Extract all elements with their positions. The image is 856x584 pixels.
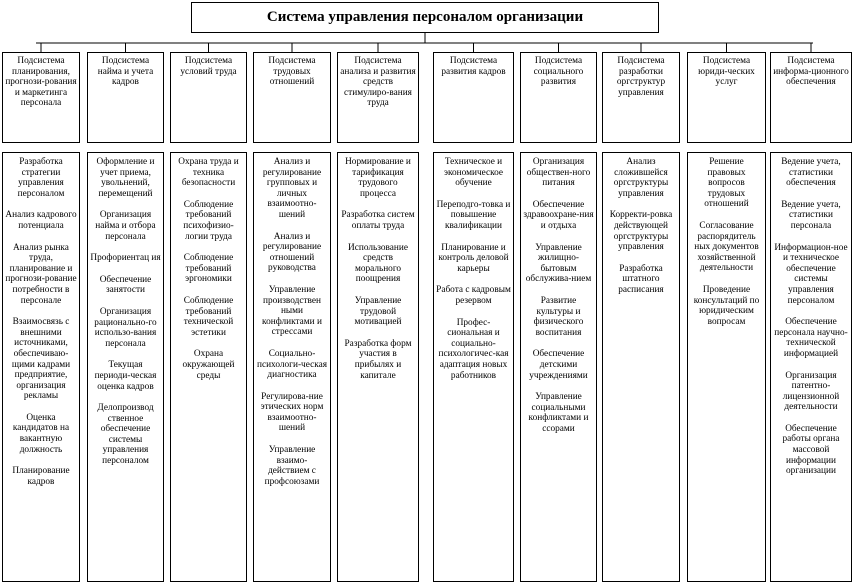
subsystem-functions-box — [520, 152, 597, 582]
subsystem-functions-box — [337, 152, 419, 582]
subsystem-columns — [2, 52, 854, 584]
function-item: Социально-психологи-ческая диагностика — [256, 348, 327, 381]
function-item: Обеспечение работы органа массовой информации организации — [782, 423, 840, 477]
subsystem-column — [520, 52, 597, 584]
function-item: Охрана окружающей среды — [182, 349, 235, 381]
function-item: Анализ рынка труда, планирование и прогнози-рование потребности в персонале — [5, 242, 77, 306]
function-item: Обеспечение занятости — [99, 274, 152, 296]
function-item: Информацион-ное и техническое обеспечение системы управления персоналом — [774, 242, 848, 306]
function-item: Обеспечение здравоохране-ния и отдыха — [523, 199, 594, 231]
function-item: Планирование кадров — [12, 466, 70, 487]
function-item: Соблюдение требований технической эстетики — [183, 295, 234, 338]
function-item: Корректи-ровка действующей оргструктуры управления — [609, 210, 673, 253]
function-item: Обеспечение персонала научно-технической информацией — [774, 317, 848, 359]
function-item: Профориентац ия — [90, 253, 161, 264]
function-item: Оформление и учет приема, увольнений, перемещений — [96, 157, 155, 199]
function-item: Обеспечение детскими учреждениями — [529, 349, 588, 381]
function-item: Анализ сложившейся оргструктуры управления — [613, 157, 669, 199]
subsystem-column — [433, 52, 514, 584]
subsystem-column — [87, 52, 164, 584]
function-item: Ведение учета, статистики персонала — [781, 199, 841, 231]
subsystem-header: Подсистема развития кадров — [433, 52, 514, 143]
subsystem-column — [170, 52, 247, 584]
subsystem-functions-box — [433, 152, 514, 582]
function-item: Разработка стратегии управления персоналом — [17, 157, 65, 199]
function-item: Нормирование и тарификация трудового процесса — [345, 157, 411, 199]
function-item: Организация рационально-го использо-вания персонала — [94, 306, 157, 349]
function-item: Организация найма и отбора персонала — [95, 210, 156, 242]
function-item: Организация патентно-лицензионной деятельности — [782, 370, 840, 413]
function-item: Регулирова-ние этических норм взаимоотно-шений — [260, 391, 324, 434]
function-item: Развитие культуры и физического воспитания — [533, 295, 584, 338]
subsystem-column — [687, 52, 766, 584]
subsystem-functions-box — [87, 152, 164, 582]
subsystem-header: Подсистема разработки оргструктур управления — [602, 52, 680, 143]
subsystem-column — [770, 52, 852, 584]
function-item: Оценка кандидатов на вакантную должность — [12, 412, 70, 455]
subsystem-header: Подсистема условий труда — [170, 52, 247, 143]
function-item: Управление социальными конфликтами и ссорами — [528, 392, 589, 434]
function-item: Управление жилищно-бытовым обслужива-нием — [525, 242, 592, 285]
function-item: Управление производствен ными конфликтами и стрессами — [262, 284, 322, 338]
subsystem-header: Подсистема юриди-ческих услуг — [687, 52, 766, 143]
function-item: Управление трудовой мотивацией — [354, 295, 402, 328]
function-item: Анализ и регулирование отношений руководства — [262, 231, 322, 274]
subsystem-functions-box — [602, 152, 680, 582]
function-item: Соблюдение требований эргономики — [183, 253, 234, 285]
function-item: Соблюдение требований психофизио-логии труда — [183, 199, 234, 242]
function-item: Планирование и контроль деловой карьеры — [438, 242, 509, 274]
function-item: Взаимосвязь с внешними источниками, обеспечиваю-щими кадрами предприятие, организация рекламы — [11, 317, 71, 402]
subsystem-header: Подсистема найма и учета кадров — [87, 52, 164, 143]
function-item: Текущая периоди-ческая оценка кадров — [94, 360, 157, 392]
diagram-title — [191, 2, 659, 33]
subsystem-header: Подсистема информа-ционного обеспечения — [770, 52, 852, 143]
subsystem-column — [2, 52, 80, 584]
subsystem-header: Подсистема социального развития — [520, 52, 597, 143]
function-item: Ведение учета, статистики обеспечения — [781, 157, 841, 189]
function-item: Работа с кадровым резервом — [436, 285, 511, 306]
function-item: Управление взаимо-действием с профсоюзами — [264, 445, 320, 487]
subsystem-functions-box — [170, 152, 247, 582]
function-item: Профес-сиональная и социально-психологичес-кая адаптация новых работников — [438, 317, 509, 381]
function-item: Анализ и регулирование групповых и личных взаимоотно-шений — [262, 157, 322, 220]
function-item: Делопроизвод ственное обеспечение системы управления персоналом — [97, 403, 154, 467]
subsystem-column — [337, 52, 419, 584]
function-item: Разработка форм участия в прибылях и капитале — [344, 338, 412, 381]
function-item: Техническое и экономическое обучение — [443, 157, 504, 189]
subsystem-functions-box — [687, 152, 766, 582]
diagram-title-text: Система управления персоналом организации — [266, 9, 584, 25]
function-item: Проведение консультаций по юридическим вопросам — [693, 284, 760, 327]
subsystem-functions-box — [2, 152, 80, 582]
function-item: Согласование распорядитель ных документов хозяйственной деятельности — [694, 220, 759, 274]
function-item: Разработка штатного расписания — [618, 263, 664, 295]
subsystem-header: Подсистема планирования, прогнози-рования и маркетинга персонала — [2, 52, 80, 143]
function-item: Переподго-товка и повышение квалификации — [436, 199, 511, 231]
function-item: Решение правовых вопросов трудовых отношений — [704, 157, 749, 210]
function-item: Анализ кадрового потенциала — [5, 210, 77, 231]
function-item: Использование средств морального поощрения — [348, 242, 408, 285]
subsystem-functions-box — [770, 152, 852, 582]
subsystem-header: Подсистема анализа и развития средств стимулиро-вания труда — [337, 52, 419, 143]
subsystem-header: Подсистема трудовых отношений — [253, 52, 331, 143]
subsystem-column — [602, 52, 680, 584]
function-item: Разработка систем оплаты труда — [341, 210, 415, 231]
function-item: Охрана труда и техника безопасности — [178, 157, 239, 189]
subsystem-column — [253, 52, 331, 584]
subsystem-functions-box — [253, 152, 331, 582]
function-item: Организация обществен-ного питания — [526, 157, 591, 189]
